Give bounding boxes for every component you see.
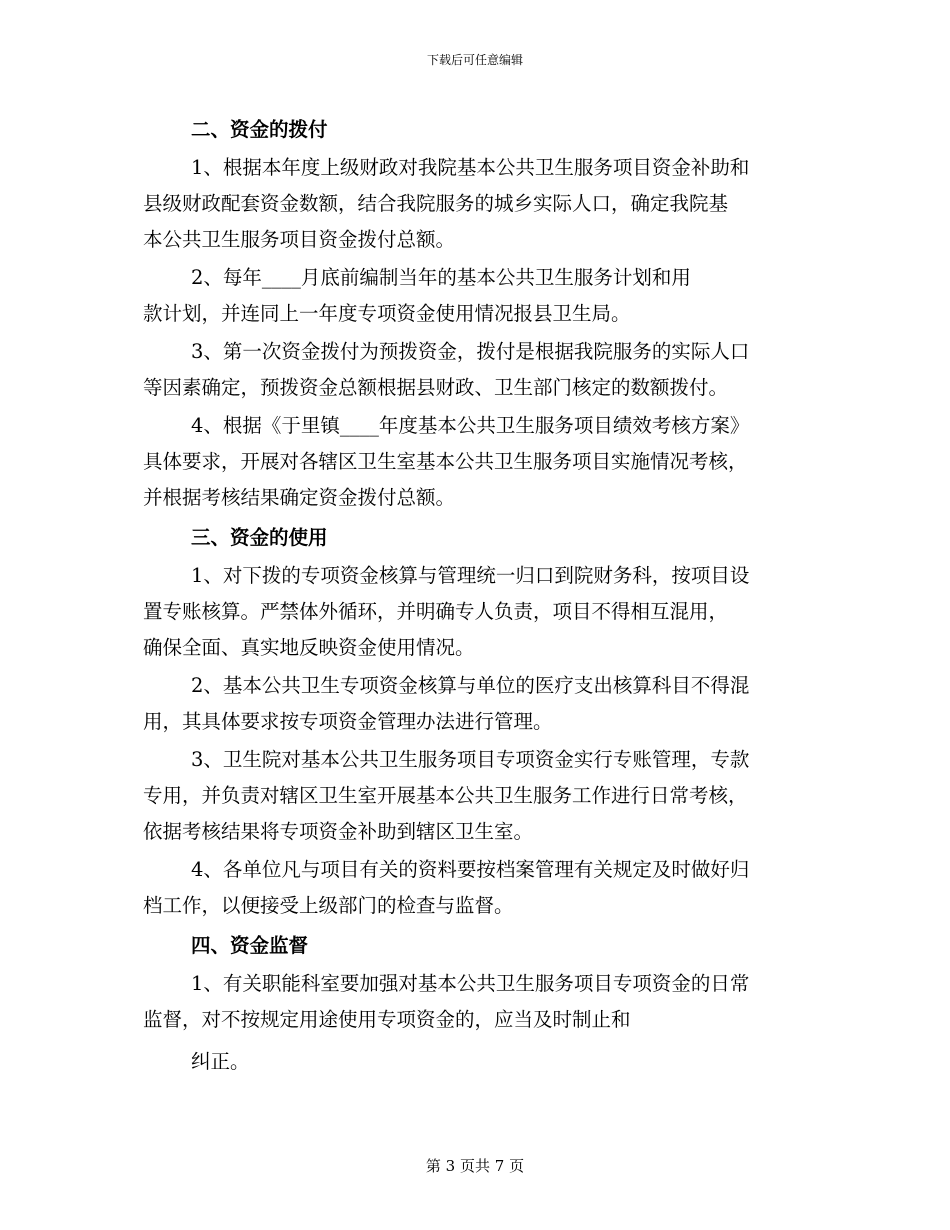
paragraph-line: 3、第一次资金拨付为预拨资金，拨付是根据我院服务的实际人口 [191, 340, 750, 363]
paragraph-line: 依据考核结果将专项资金补助到辖区卫生室。 [143, 820, 534, 843]
paragraph-line: 并根据考核结果确定资金拨付总额。 [143, 486, 456, 509]
paragraph-line: 专用，并负责对辖区卫生室开展基本公共卫生服务工作进行日常考核， [143, 784, 748, 807]
paragraph-allocation-2 [143, 260, 811, 332]
section-heading-funding-supervision: 四、资金监督 [191, 934, 309, 957]
section-heading-funding-allocation: 二、资金的拨付 [191, 118, 328, 141]
paragraph-use-2 [143, 668, 811, 740]
paragraph-line: 置专账核算。严禁体外循环，并明确专人负责，项目不得相互混用， [143, 600, 729, 623]
paragraph-line: 3、卫生院对基本公共卫生服务项目专项资金实行专账管理，专款 [191, 748, 750, 771]
paragraph-line: 档工作，以便接受上级部门的检查与监督。 [143, 894, 514, 917]
paragraph-allocation-4 [143, 408, 811, 516]
paragraph-line: 4、各单位凡与项目有关的资料要按档案管理有关规定及时做好归 [191, 858, 750, 881]
paragraph-line: 确保全面、真实地反映资金使用情况。 [143, 636, 475, 659]
paragraph-line: 2、每年____月底前编制当年的基本公共卫生服务计划和用 [191, 266, 691, 289]
document-body [143, 112, 811, 1080]
paragraph-line: 2、基本公共卫生专项资金核算与单位的医疗支出核算科目不得混 [191, 674, 750, 697]
paragraph-line: 本公共卫生服务项目资金拨付总额。 [143, 228, 456, 251]
paragraph-line: 等因素确定，预拨资金总额根据县财政、卫生部门核定的数额拨付。 [143, 376, 729, 399]
paragraph-allocation-3 [143, 334, 811, 406]
paragraph-line: 监督，对不按规定用途使用专项资金的，应当及时制止和 [143, 1008, 631, 1031]
page-footer-page-number: 第 3 页共 7 页 [425, 1157, 525, 1175]
paragraph-line: 1、有关职能科室要加强对基本公共卫生服务项目专项资金的日常 [191, 972, 750, 995]
paragraph-line: 4、根据《于里镇____年度基本公共卫生服务项目绩效考核方案》 [191, 414, 750, 437]
paragraph-line: 具体要求，开展对各辖区卫生室基本公共卫生服务项目实施情况考核， [143, 450, 748, 473]
page-header: 下载后可任意编辑 [426, 53, 523, 67]
paragraph-line: 县级财政配套资金数额，结合我院服务的城乡实际人口，确定我院基 [143, 192, 729, 215]
paragraph-line: 1、对下拨的专项资金核算与管理统一归口到院财务科，按项目设 [191, 564, 750, 587]
paragraph-line: 款计划，并连同上一年度专项资金使用情况报县卫生局。 [143, 302, 631, 325]
paragraph-use-4 [143, 852, 811, 924]
paragraph-allocation-1 [143, 150, 811, 258]
section-heading-funding-use: 三、资金的使用 [191, 526, 328, 549]
paragraph-line: 用，其具体要求按专项资金管理办法进行管理。 [143, 710, 553, 733]
paragraph-line: 1、根据本年度上级财政对我院基本公共卫生服务项目资金补助和 [191, 156, 750, 179]
paragraph-line: 纠正。 [191, 1050, 250, 1073]
paragraph-use-1 [143, 558, 811, 666]
paragraph-use-3 [143, 742, 811, 850]
paragraph-supervision-1 [143, 966, 811, 1080]
